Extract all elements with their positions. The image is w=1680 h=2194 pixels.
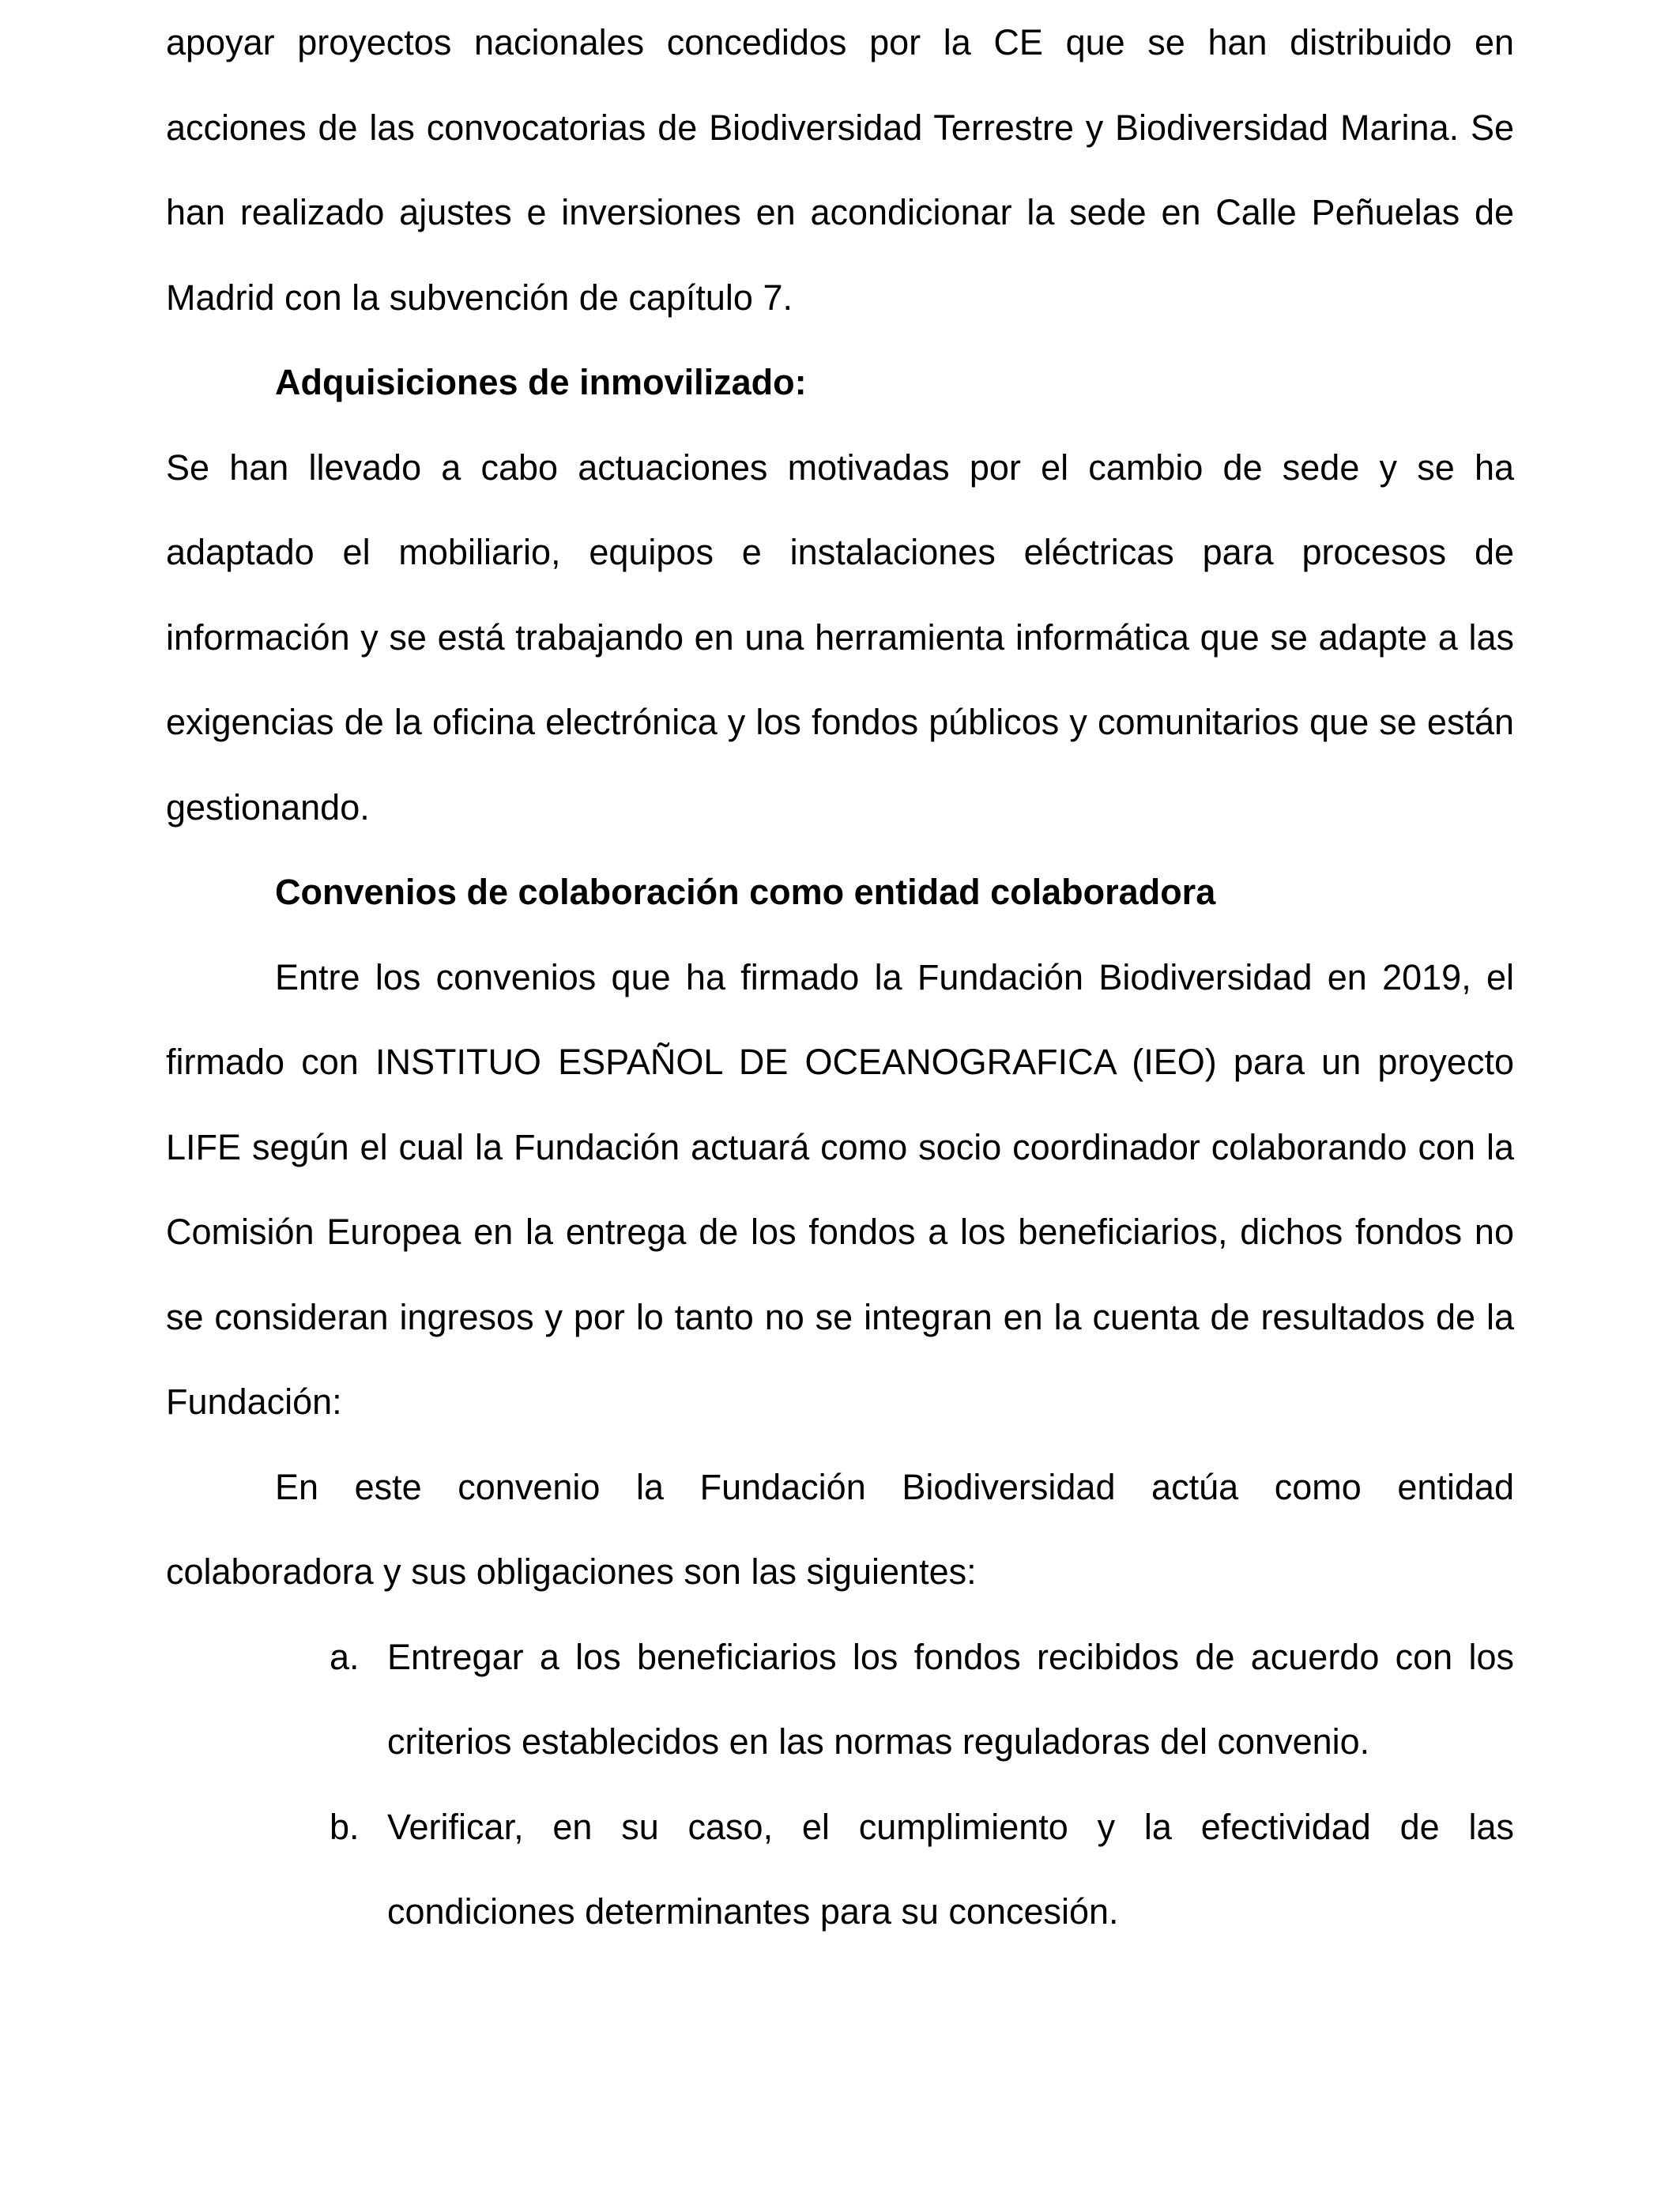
- obligations-list: [166, 1615, 1514, 1955]
- list-item: [166, 1615, 1514, 1785]
- paragraph-intro: apoyar proyectos nacionales concedidos por la CE que se han distribuido en acciones de las convocatorias de Biodiversidad Terrestre y Biodiversidad Marina. Se han realizado ajustes e inversiones en acondicionar la sede en Calle Peñuelas de Madrid con la subvención de capítulo 7.: [166, 22, 1514, 318]
- list-item-text: Entregar a los beneficiarios los fondos recibidos de acuerdo con los criterios establecidos en las normas reguladoras del convenio.: [387, 1636, 1514, 1762]
- list-marker: a.: [330, 1636, 360, 1677]
- list-item-text: Verificar, en su caso, el cumplimiento y la efectividad de las condiciones determinantes para su concesión.: [387, 1806, 1514, 1932]
- document-page: [166, 0, 1514, 1955]
- heading-convenios: Convenios de colaboración como entidad colaboradora: [275, 872, 1216, 912]
- paragraph-adquisiciones: Se han llevado a cabo actuaciones motivadas por el cambio de sede y se ha adaptado el mobiliario, equipos e instalaciones eléctricas para procesos de información y se está trabajando en una herramienta informática que se adapte a las exigencias de la oficina electrónica y los fondos públicos y comunitarios que se están gestionando.: [166, 447, 1514, 827]
- paragraph-convenios: Entre los convenios que ha firmado la Fundación Biodiversidad en 2019, el firmado con INSTITUO ESPAÑOL DE OCEANOGRAFICA (IEO) para un proyecto LIFE según el cual la Fundación actuará como socio coordinador colaborando con la Comisión Europea en la entrega de los fondos a los beneficiarios, dichos fondos no se consideran ingresos y por lo tanto no se integran en la cuenta de resultados de la Fundación:: [166, 956, 1514, 1422]
- heading-adquisiciones: Adquisiciones de inmovilizado:: [275, 362, 807, 402]
- list-item: [166, 1785, 1514, 1955]
- list-marker: b.: [330, 1806, 360, 1847]
- paragraph-obligaciones: En este convenio la Fundación Biodiversidad actúa como entidad colaboradora y sus obligaciones son las siguientes:: [166, 1466, 1514, 1592]
